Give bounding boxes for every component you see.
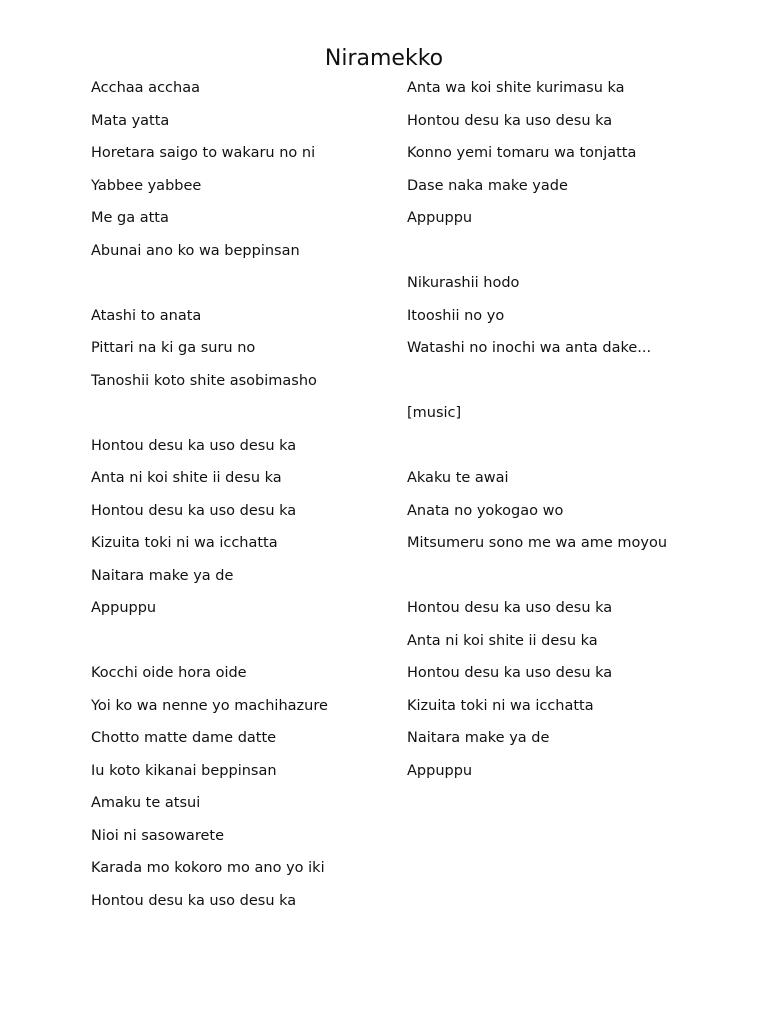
stanza (407, 467, 667, 554)
lyric-line: Naitara make ya de (91, 567, 234, 584)
lyric-line: Appuppu (407, 762, 473, 779)
music-marker: [music] (407, 405, 462, 421)
lyric-line: Karada mo kokoro mo ano yo iki (91, 860, 325, 876)
stanza (91, 662, 328, 912)
lyric-line: Horetara saigo to wakaru no ni (91, 145, 316, 161)
lyric-line: Anta ni koi shite ii desu ka (91, 470, 282, 486)
stanza (407, 77, 667, 229)
lyric-line: Hontou desu ka uso desu ka (407, 665, 613, 681)
right-column (407, 77, 667, 825)
lyric-line: Mata yatta (91, 112, 170, 129)
lyric-line: Anata no yokogao wo (407, 502, 564, 519)
lyric-line: Kocchi oide hora oide (91, 665, 247, 681)
lyric-line: Hontou desu ka uso desu ka (407, 600, 613, 616)
lyric-line: Pittari na ki ga suru no (91, 340, 256, 356)
lyric-line: Hontou desu ka uso desu ka (407, 112, 613, 129)
stanza (91, 77, 328, 262)
left-column (91, 77, 328, 955)
lyric-line: Akaku te awai (407, 470, 509, 486)
lyric-line: Abunai ano ko wa beppinsan (91, 242, 300, 259)
lyric-line: Me ga atta (91, 210, 169, 226)
lyric-line: Yoi ko wa nenne yo machihazure (91, 697, 328, 714)
lyric-line: Watashi no inochi wa anta dake... (407, 340, 652, 356)
lyric-line: Naitara make ya de (407, 730, 550, 746)
lyric-line: Appuppu (407, 210, 473, 226)
lyric-line: Hontou desu ka uso desu ka (91, 892, 297, 909)
lyric-line: Tanoshii koto shite asobimasho (91, 372, 317, 389)
lyric-line: Yabbee yabbee (91, 177, 202, 194)
lyric-line: Atashi to anata (91, 307, 202, 324)
lyric-line: Hontou desu ka uso desu ka (91, 437, 297, 454)
lyric-line: Konno yemi tomaru wa tonjatta (407, 145, 637, 161)
lyric-line: Amaku te atsui (91, 795, 201, 811)
lyric-line: Anta ni koi shite ii desu ka (407, 632, 598, 649)
page-title: Niramekko (324, 46, 444, 71)
lyric-line: Acchaa acchaa (91, 80, 200, 96)
lyric-line: Mitsumeru sono me wa ame moyou (407, 535, 668, 551)
lyric-line: Dase naka make yade (407, 177, 568, 194)
lyric-line: Nioi ni sasowarete (91, 827, 224, 844)
stanza (407, 597, 667, 782)
lyric-line: Kizuita toki ni wa icchatta (407, 697, 594, 714)
lyric-line: Nikurashii hodo (407, 275, 520, 291)
lyric-line: Kizuita toki ni wa icchatta (91, 535, 278, 551)
lyric-line: Iu koto kikanai beppinsan (91, 762, 277, 779)
stanza (407, 272, 667, 359)
lyric-line: Chotto matte dame datte (91, 730, 277, 746)
stanza (407, 402, 667, 424)
stanza (91, 435, 328, 620)
lyric-line: Itooshii no yo (407, 307, 505, 324)
lyric-line: Appuppu (91, 600, 157, 616)
stanza (91, 305, 328, 392)
lyric-line: Hontou desu ka uso desu ka (91, 502, 297, 519)
lyric-line: Anta wa koi shite kurimasu ka (407, 80, 625, 96)
